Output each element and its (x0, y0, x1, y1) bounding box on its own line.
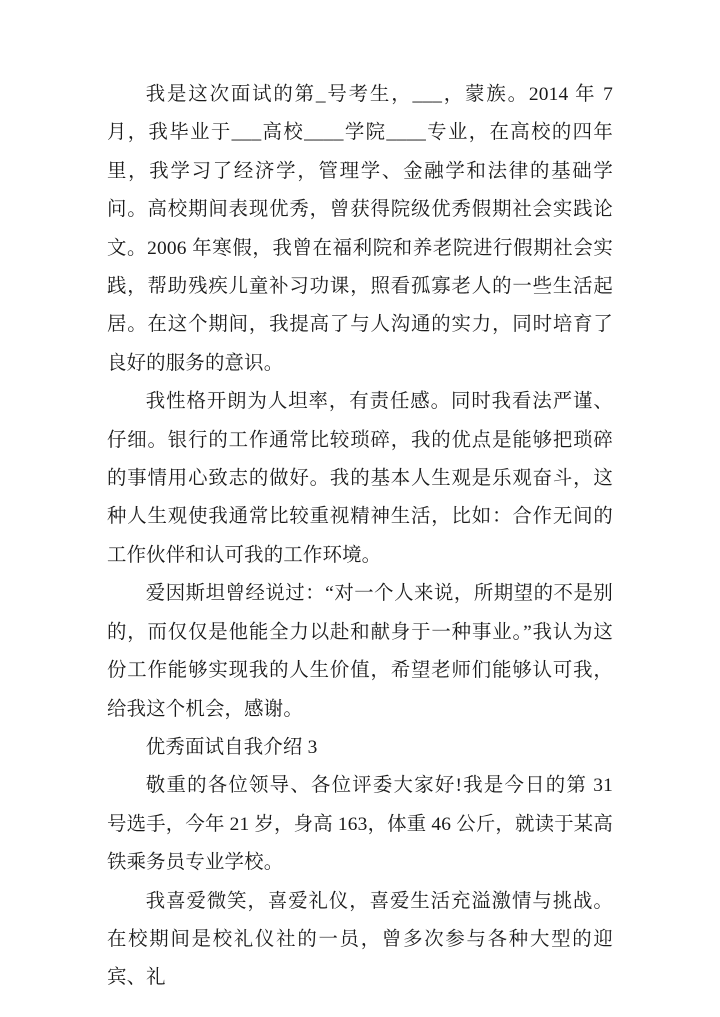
paragraph-personality: 我性格开朗为人坦率，有责任感。同时我看法严谨、仔细。银行的工作通常比较琐碎，我的优点是能够把琐碎的事情用心致志的做好。我的基本人生观是乐观奋斗，这种人生观使我通常比较重视精神生活，比如：合作无间的工作伙伴和认可我的工作环境。 (107, 391, 613, 566)
section-heading-self-intro-3: 优秀面试自我介绍 3 (145, 736, 318, 758)
paragraph-greeting-judges: 敬重的各位领导、各位评委大家好!我是今日的第 31 号选手，今年 21 岁，身高 163，体重 46 公斤，就读于某高铁乘务员专业学校。 (107, 775, 613, 874)
paragraph-einstein-quote: 爱因斯坦曾经说过：“对一个人来说，所期望的不是别的，而仅仅是他能全力以赴和献身于一种事业。”我认为这份工作能够实现我的人生价值，希望老师们能够认可我，给我这个机会，感谢。 (107, 583, 613, 720)
document-text-block (107, 76, 613, 998)
paragraph-hobbies-etiquette: 我喜爱微笑，喜爱礼仪，喜爱生活充溢激情与挑战。在校期间是校礼仪社的一员，曾多次参与各种大型的迎宾、礼 (107, 890, 613, 989)
paragraph-intro-candidate: 我是这次面试的第_号考生，___，蒙族。2014 年 7 月，我毕业于___高校____学院____专业，在高校的四年里，我学习了经济学，管理学、金融学和法律的基础学问。高校期间表现优秀，曾获得院级优秀假期社会实践论文。2006 年寒假，我曾在福利院和养老院进行假期社会实践，帮助残疾儿童补习功课，照看孤寡老人的一些生活起居。在这个期间，我提高了与人沟通的实力，同时培育了良好的服务的意识。 (107, 84, 613, 374)
